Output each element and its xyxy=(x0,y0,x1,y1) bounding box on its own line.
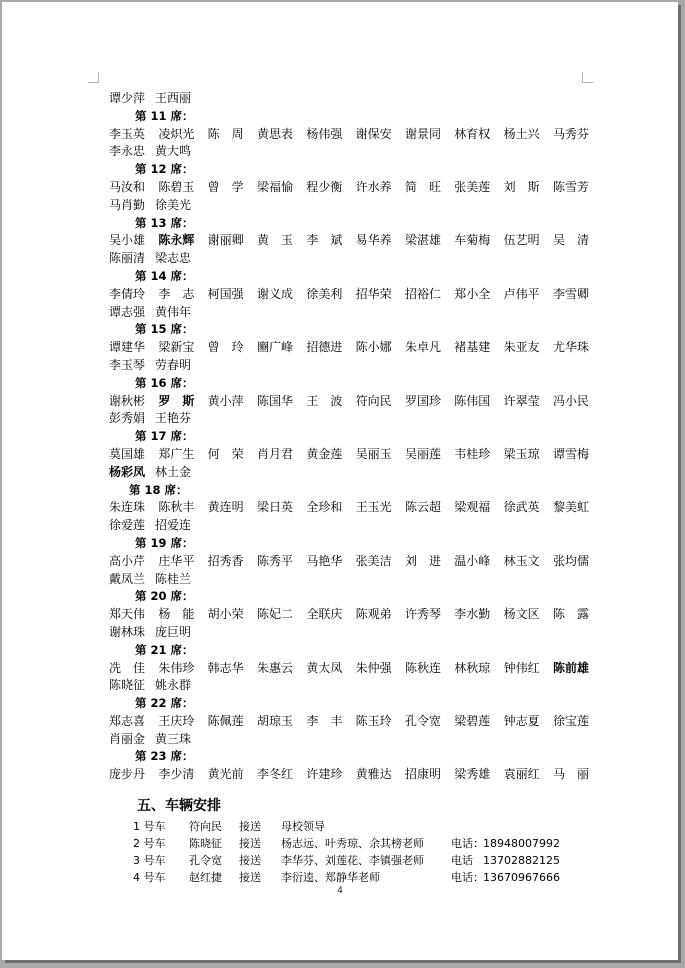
guest-name: 林育权 xyxy=(454,126,491,141)
driver-name: 赵红捷 xyxy=(189,871,222,885)
vehicle-table xyxy=(109,818,589,886)
guest-name: 梁碧莲 xyxy=(454,713,491,728)
seat-names-row xyxy=(109,286,589,304)
page-content xyxy=(109,90,589,886)
guest-name: 卢伟平 xyxy=(503,286,540,301)
seat-label: 第 19 席： xyxy=(135,535,194,550)
guest-name: 许秀琴 xyxy=(404,607,441,622)
guest-name: 谢秋彬 xyxy=(109,393,146,408)
guest-name: 郑广生 xyxy=(158,446,195,461)
guest-name: 朱惠云 xyxy=(256,660,293,675)
guest-name: 黎美虹 xyxy=(552,500,589,515)
guest-name: 马汝和 xyxy=(109,179,146,194)
seat-names-row xyxy=(109,464,589,482)
guest-name: 陈秀平 xyxy=(256,553,293,568)
guest-name: 韩志华 xyxy=(207,660,244,675)
guest-name: 李雪卿 xyxy=(552,286,589,301)
guest-name: 吴丽莲 xyxy=(404,446,441,461)
guest-name: 陈 露 xyxy=(552,607,589,622)
guest-name: 罗国珍 xyxy=(404,393,441,408)
guest-name: 徐宝莲 xyxy=(552,713,589,728)
guest-name: 马艳华 xyxy=(306,553,343,568)
guest-name: 李水勤 xyxy=(454,607,491,622)
guest-name: 招秀香 xyxy=(207,553,244,568)
guest-name: 刘 斯 xyxy=(503,179,540,194)
phone-number: 18948007992 xyxy=(483,837,560,851)
seat-names-row xyxy=(109,232,589,250)
guest-name: 谢义成 xyxy=(256,286,293,301)
guest-name: 李玉英 xyxy=(109,126,146,141)
passenger-list: 李衍逵、郑静华老师 xyxy=(281,871,380,885)
guest-name: 陈前雄 xyxy=(552,660,589,675)
guest-name: 全珍和 xyxy=(306,500,343,515)
seat-label: 第 13 席： xyxy=(135,215,194,230)
guest-name: 王西丽 xyxy=(155,91,192,105)
guest-name: 黄光前 xyxy=(207,767,244,782)
guest-name: 李 斌 xyxy=(306,233,343,248)
guest-name: 谭少萍 xyxy=(109,91,146,105)
guest-name: 黄大鸣 xyxy=(155,144,192,159)
seat-label: 第 16 席： xyxy=(135,375,194,390)
guest-name: 马 丽 xyxy=(552,767,589,782)
guest-name: 陈秋连 xyxy=(404,660,441,675)
guest-name: 朱伟珍 xyxy=(158,660,195,675)
guest-name: 陈妃二 xyxy=(256,607,293,622)
guest-name: 彭秀娟 xyxy=(109,411,146,426)
guest-name: 胡小荣 xyxy=(207,607,244,622)
guest-name: 庞步丹 xyxy=(109,767,146,782)
guest-name: 戴凤兰 xyxy=(109,571,146,586)
margin-corner-mark xyxy=(582,72,593,83)
guest-name: 杨伟强 xyxy=(306,126,343,141)
guest-name: 李冬红 xyxy=(256,767,293,782)
seat-names-row xyxy=(109,606,589,624)
guest-name: 黄小萍 xyxy=(207,393,244,408)
guest-name: 梁日英 xyxy=(256,500,293,515)
seat-names-row xyxy=(109,446,589,464)
guest-name: 王庆玲 xyxy=(158,713,195,728)
action-text: 接送 xyxy=(239,871,261,885)
guest-name: 徐美利 xyxy=(306,286,343,301)
seat-label: 第 11 席： xyxy=(135,108,194,123)
guest-name: 马肖勤 xyxy=(109,197,146,212)
seat-names-row xyxy=(109,660,589,678)
guest-name: 梁玉琼 xyxy=(503,446,540,461)
guest-name: 黄连明 xyxy=(207,500,244,515)
guest-name: 李永忠 xyxy=(109,144,146,159)
guest-name: 吴 清 xyxy=(552,233,589,248)
guest-name: 郑小全 xyxy=(454,286,491,301)
guest-name: 姚永群 xyxy=(155,678,192,693)
guest-name: 张均儒 xyxy=(552,553,589,568)
seat-names-row xyxy=(109,143,589,161)
guest-name: 黄 玉 xyxy=(256,233,293,248)
guest-name: 庞巨明 xyxy=(155,624,192,639)
guest-name: 温小峰 xyxy=(454,553,491,568)
guest-name: 庄华平 xyxy=(158,553,195,568)
guest-name: 陈永辉 xyxy=(158,233,195,248)
seat-label: 第 14 席： xyxy=(135,268,194,283)
section-title: 五、车辆安排 xyxy=(137,798,221,815)
guest-name: 黄金莲 xyxy=(306,446,343,461)
guest-name: 谭建华 xyxy=(109,340,146,355)
seat-label: 第 21 席： xyxy=(135,642,194,657)
seat-names-row xyxy=(109,624,589,642)
seat-names-row xyxy=(109,126,589,144)
guest-name: 罗 斯 xyxy=(158,393,195,408)
guest-name: 陈玉玲 xyxy=(355,713,392,728)
guest-name: 王玉光 xyxy=(355,500,392,515)
guest-name: 招康明 xyxy=(404,767,441,782)
guest-name: 林玉文 xyxy=(503,553,540,568)
guest-name: 谢景同 xyxy=(404,126,441,141)
guest-name: 黄太凤 xyxy=(306,660,343,675)
guest-name: 陈桂兰 xyxy=(155,571,192,586)
guest-name: 孔令宽 xyxy=(404,713,441,728)
vehicle-row xyxy=(133,869,589,886)
guest-name: 莫国雄 xyxy=(109,446,146,461)
vehicle-row xyxy=(133,852,589,869)
seat-names-row xyxy=(109,553,589,571)
guest-name: 吴小雄 xyxy=(109,233,146,248)
guest-name: 陈碧玉 xyxy=(158,179,195,194)
guest-name: 吴丽玉 xyxy=(355,446,392,461)
guest-name: 张美洁 xyxy=(355,553,392,568)
document-page xyxy=(2,2,678,960)
guest-name: 黄思表 xyxy=(256,126,293,141)
guest-name: 许翠莹 xyxy=(503,393,540,408)
guest-name: 钟志夏 xyxy=(503,713,540,728)
seat-names-row xyxy=(109,197,589,215)
seat-names-row xyxy=(109,90,589,108)
seat-names-row xyxy=(109,517,589,535)
guest-name: 杨彩凤 xyxy=(109,464,146,479)
action-text: 接送 xyxy=(239,837,261,851)
seat-names-row xyxy=(109,304,589,322)
guest-name: 陈伟国 xyxy=(454,393,491,408)
seat-names-row xyxy=(109,571,589,589)
guest-name: 李玉琴 xyxy=(109,357,146,372)
guest-name: 曾 玲 xyxy=(207,340,244,355)
guest-name: 林土金 xyxy=(155,464,192,479)
guest-name: 韦桂珍 xyxy=(454,446,491,461)
guest-name: 朱亚友 xyxy=(503,340,540,355)
guest-name: 梁福愉 xyxy=(256,179,293,194)
guest-name: 褚基建 xyxy=(454,340,491,355)
guest-name: 伍艺明 xyxy=(503,233,540,248)
guest-name: 陈秋丰 xyxy=(158,500,195,515)
vehicle-row xyxy=(133,835,589,852)
guest-name: 林秋琼 xyxy=(454,660,491,675)
guest-name: 凌炽光 xyxy=(158,126,195,141)
seat-label: 第 17 席： xyxy=(135,429,194,444)
phone-label: 电话： xyxy=(451,837,484,851)
seat-names-row xyxy=(109,713,589,731)
guest-name: 钟伟红 xyxy=(503,660,540,675)
guest-name: 梁志忠 xyxy=(155,251,192,266)
guest-name: 肖月君 xyxy=(256,446,293,461)
guest-name: 招裕仁 xyxy=(404,286,441,301)
seat-label: 第 12 席： xyxy=(135,162,194,177)
guest-name: 梁湛雄 xyxy=(404,233,441,248)
guest-name: 马秀芬 xyxy=(552,126,589,141)
guest-name: 李 志 xyxy=(158,286,195,301)
guest-name: 谭志强 xyxy=(109,304,146,319)
guest-name: 袁丽红 xyxy=(503,767,540,782)
driver-name: 孔令宽 xyxy=(189,854,222,868)
guest-name: 陈雪芳 xyxy=(552,179,589,194)
guest-name: 许水养 xyxy=(355,179,392,194)
guest-name: 李倩玲 xyxy=(109,286,146,301)
passenger-list: 李华芬、刘莲花、李镇强老师 xyxy=(281,854,424,868)
guest-name: 黄三珠 xyxy=(155,731,192,746)
guest-name: 徐美光 xyxy=(155,197,192,212)
guest-name: 陈观弟 xyxy=(355,607,392,622)
car-number: 2 号车 xyxy=(133,837,166,851)
guest-name: 王艳芬 xyxy=(155,411,192,426)
guest-name: 黄伟年 xyxy=(155,304,192,319)
guest-name: 黄雅达 xyxy=(355,767,392,782)
guest-name: 梁观福 xyxy=(454,500,491,515)
seat-names-row xyxy=(109,339,589,357)
guest-name: 朱仲强 xyxy=(355,660,392,675)
guest-name: 谢林珠 xyxy=(109,624,146,639)
guest-name: 徐武英 xyxy=(503,500,540,515)
guest-name: 胡琼玉 xyxy=(256,713,293,728)
seat-names-row xyxy=(109,731,589,749)
guest-name: 招德进 xyxy=(306,340,343,355)
guest-name: 谢保安 xyxy=(355,126,392,141)
phone-number: 13670967666 xyxy=(483,871,560,885)
guest-name: 冯小民 xyxy=(552,393,589,408)
guest-name: 柯国强 xyxy=(207,286,244,301)
car-number: 1 号车 xyxy=(133,820,166,834)
guest-name: 尤华珠 xyxy=(552,340,589,355)
guest-name: 车菊梅 xyxy=(454,233,491,248)
phone-label: 电话 xyxy=(451,854,473,868)
seat-label: 第 23 席： xyxy=(135,749,194,764)
guest-name: 易华养 xyxy=(355,233,392,248)
action-text: 接送 xyxy=(239,854,261,868)
seat-names-row xyxy=(109,393,589,411)
seat-label: 第 20 席： xyxy=(135,589,194,604)
seat-names-row xyxy=(109,357,589,375)
guest-name: 肖丽金 xyxy=(109,731,146,746)
driver-name: 陈晓征 xyxy=(189,837,222,851)
guest-name: 梁秀雄 xyxy=(454,767,491,782)
page-number: 4 xyxy=(337,886,343,896)
guest-name: 何 荣 xyxy=(207,446,244,461)
vehicle-row xyxy=(133,818,589,835)
guest-name: 陈丽清 xyxy=(109,251,146,266)
seat-names-row xyxy=(109,499,589,517)
guest-name: 杨土兴 xyxy=(503,126,540,141)
guest-name: 郑志喜 xyxy=(109,713,146,728)
seat-names-row xyxy=(109,250,589,268)
guest-name: 许建珍 xyxy=(306,767,343,782)
action-text: 接送 xyxy=(239,820,261,834)
seat-label: 第 15 席： xyxy=(135,322,194,337)
guest-name: 招华荣 xyxy=(355,286,392,301)
phone-label: 电话： xyxy=(451,871,484,885)
seat-names-row xyxy=(109,179,589,197)
guest-name: 豳广峰 xyxy=(256,340,293,355)
guest-name: 简 旺 xyxy=(404,179,441,194)
guest-name: 杨 能 xyxy=(158,607,195,622)
guest-name: 陈小娜 xyxy=(355,340,392,355)
guest-name: 冼 佳 xyxy=(109,660,146,675)
seat-names-row xyxy=(109,766,589,784)
car-number: 3 号车 xyxy=(133,854,166,868)
guest-name: 王 波 xyxy=(306,393,343,408)
seat-names-row xyxy=(109,410,589,428)
guest-name: 李 丰 xyxy=(306,713,343,728)
guest-name: 陈云超 xyxy=(404,500,441,515)
guest-name: 张美莲 xyxy=(454,179,491,194)
passenger-list: 母校领导 xyxy=(281,820,325,834)
phone-number: 13702882125 xyxy=(483,854,560,868)
guest-name: 梁新宝 xyxy=(158,340,195,355)
guest-name: 朱连珠 xyxy=(109,500,146,515)
guest-name: 陈国华 xyxy=(256,393,293,408)
guest-name: 招爱连 xyxy=(155,518,192,533)
guest-name: 程少衡 xyxy=(306,179,343,194)
guest-name: 陈佩莲 xyxy=(207,713,244,728)
guest-name: 陈 周 xyxy=(207,126,244,141)
guest-name: 曾 学 xyxy=(207,179,244,194)
seat-names-row xyxy=(109,677,589,695)
guest-name: 符向民 xyxy=(355,393,392,408)
guest-name: 郑天伟 xyxy=(109,607,146,622)
guest-name: 全联庆 xyxy=(306,607,343,622)
margin-corner-mark xyxy=(88,72,99,83)
guest-name: 陈晓征 xyxy=(109,678,146,693)
guest-name: 刘 进 xyxy=(404,553,441,568)
guest-name: 朱卓凡 xyxy=(404,340,441,355)
guest-name: 劳春明 xyxy=(155,357,192,372)
guest-name: 谢丽卿 xyxy=(207,233,244,248)
guest-name: 杨文区 xyxy=(503,607,540,622)
guest-name: 李少清 xyxy=(158,767,195,782)
passenger-list: 杨志远、叶秀琼、余其榜老师 xyxy=(281,837,424,851)
guest-name: 高小芹 xyxy=(109,553,146,568)
guest-name: 谭雪梅 xyxy=(552,446,589,461)
car-number: 4 号车 xyxy=(133,871,166,885)
guest-name: 徐爱莲 xyxy=(109,518,146,533)
driver-name: 符向民 xyxy=(189,820,222,834)
seat-label: 第 18 席： xyxy=(129,482,188,497)
seat-label: 第 22 席： xyxy=(135,696,194,711)
